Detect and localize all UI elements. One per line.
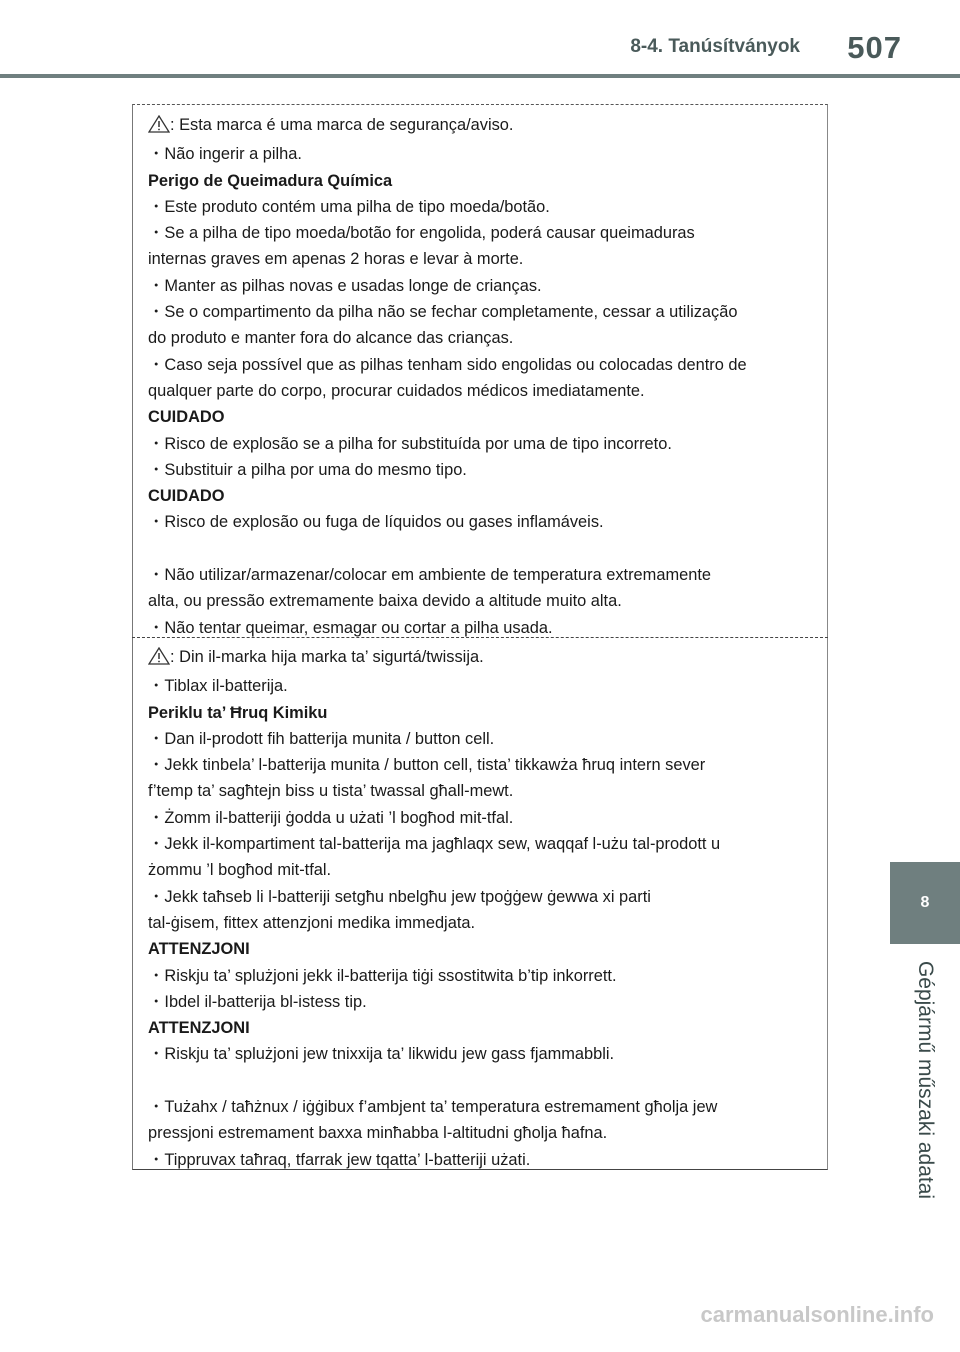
chapter-number: 8 [920,894,930,911]
section-title: 8-4. Tanúsítványok [630,36,800,57]
mt-warning-text: : Din il-marka hija marka ta’ sigurtá/twissija. [170,648,484,666]
maltese-block [148,644,814,1173]
pt-heading: CUIDADO [148,487,225,506]
mt-line: ・Dan il-prodott fih batterija munita / button cell. [148,729,495,748]
mt-warning-line [148,644,814,673]
pt-line: do produto e manter fora do alcance das crianças. [148,329,514,348]
mt-line: f’temp ta’ sagħtejn biss u tista’ twassal għall-mewt. [148,782,514,801]
chapter-tab[interactable] [890,862,960,944]
pt-line: ・Caso seja possível que as pilhas tenham sido engolidas ou colocadas dentro de [148,355,747,374]
mt-line: ・Riskju ta’ splużjoni jekk il-batterija tiġi ssostitwita b’tip inkorrett. [148,966,617,985]
pt-line: alta, ou pressão extremamente baixa devido a altitude muito alta. [148,592,622,611]
pt-warning-text: : Esta marca é uma marca de segurança/aviso. [170,116,514,134]
pt-heading: CUIDADO [148,408,225,427]
pt-line: ・Manter as pilhas novas e usadas longe de crianças. [148,276,542,295]
mt-line: ・Tippruvax taħraq, tfarrak jew tqatta’ l-batteriji użati. [148,1150,531,1169]
pt-line: ・Risco de explosão se a pilha for substituída por uma de tipo incorreto. [148,434,672,453]
mt-line: ・Jekk tinbela’ l-batterija munita / button cell, tista’ tikkawża ħruq intern sever [148,756,706,775]
mt-heading: ATTENZJONI [148,1019,250,1038]
mt-line: pressjoni estremament baxxa minħabba l-altitudni għolja ħafna. [148,1124,608,1143]
pt-line: internas graves em apenas 2 horas e levar à morte. [148,250,524,269]
warning-triangle-icon [148,647,170,673]
portuguese-block [148,112,814,641]
mt-heading: ATTENZJONI [148,940,250,959]
mt-line: ・Ibdel il-batterija bl-istess tip. [148,992,367,1011]
mt-line: ・Żomm il-batteriji ġodda u użati ’l bogħod mit-tfal. [148,808,514,827]
pt-heading: Perigo de Queimadura Química [148,171,393,190]
pt-line: ・Este produto contém uma pilha de tipo moeda/botão. [148,197,550,216]
watermark[interactable]: carmanualsonline.info [700,1302,934,1327]
warning-triangle-icon [148,115,170,141]
pt-line: ・Substituir a pilha por uma do mesmo tipo. [148,460,467,479]
mt-line: ・Riskju ta’ splużjoni jew tnixxija ta’ likwidu jew gass fjammabbli. [148,1045,615,1064]
pt-line: ・Não tentar queimar, esmagar ou cortar a pilha usada. [148,618,553,637]
pt-line: ・Risco de explosão ou fuga de líquidos ou gases inflamáveis. [148,513,604,532]
mt-spacer [148,1068,814,1094]
mt-line: żommu ’l bogħod mit-tfal. [148,861,332,880]
mt-line: tal-ġisem, fittex attenzjoni medika immedjata. [148,913,476,932]
pt-line: qualquer parte do corpo, procurar cuidados médicos imediatamente. [148,381,645,400]
page-number: 507 [847,30,902,65]
pt-line: ・Se o compartimento da pilha não se fechar completamente, cessar a utilização [148,303,738,322]
chapter-label: Gépjármű műszaki adatai [914,960,937,1200]
mt-line: ・Jekk taħseb li l-batteriji setgħu nbelgħu jew tpoġġew ġewwa xi parti [148,887,651,906]
pt-line: ・Se a pilha de tipo moeda/botão for engolida, poderá causar queimaduras [148,224,695,243]
mt-line: ・Tiblax il-batterija. [148,677,288,696]
pt-warning-line [148,112,814,141]
pt-line: ・Não ingerir a pilha. [148,145,302,164]
pt-line: ・Não utilizar/armazenar/colocar em ambiente de temperatura extremamente [148,566,711,585]
pt-spacer [148,536,814,562]
mt-line: ・Jekk il-kompartiment tal-batterija ma jagħlaqx sew, waqqaf l-użu tal-prodott u [148,835,721,854]
mt-heading: Periklu ta’ Ħruq Kimiku [148,703,328,722]
mt-line: ・Tużahx / taħżnux / iġġibux f’ambjent ta’ temperatura estremament għolja jew [148,1098,718,1117]
header-rule [0,74,960,78]
